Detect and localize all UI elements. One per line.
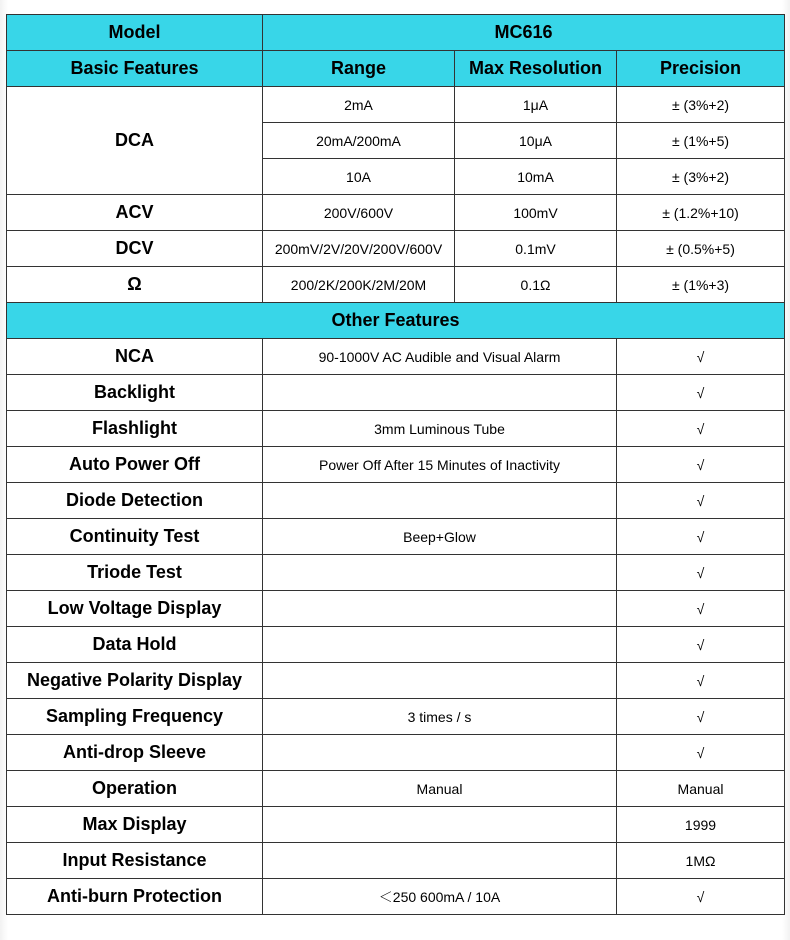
precision-cell: ± (1%+3) [617, 267, 785, 303]
feature-value: 1MΩ [617, 843, 785, 879]
resolution-cell: 100mV [455, 195, 617, 231]
feature-value: √ [617, 663, 785, 699]
table-row [7, 663, 785, 699]
feature-detail: Manual [263, 771, 617, 807]
feature-name: Operation [7, 771, 263, 807]
table-row [7, 771, 785, 807]
feature-name: Backlight [7, 375, 263, 411]
feature-detail: Beep+Glow [263, 519, 617, 555]
table-row [7, 699, 785, 735]
feature-value: √ [617, 483, 785, 519]
range-cell: 10A [263, 159, 455, 195]
feature-name: Anti-drop Sleeve [7, 735, 263, 771]
feature-detail: 3mm Luminous Tube [263, 411, 617, 447]
table-row [7, 555, 785, 591]
table-row [7, 87, 785, 123]
feature-name: Data Hold [7, 627, 263, 663]
column-header-precision: Precision [617, 51, 785, 87]
spec-table [6, 14, 785, 915]
range-cell: 2mA [263, 87, 455, 123]
other-features-body [7, 339, 785, 915]
feature-detail: ＜250 600mA / 10A [263, 879, 617, 915]
table-row [7, 447, 785, 483]
precision-cell: ± (1%+5) [617, 123, 785, 159]
dcv-label: DCV [7, 231, 263, 267]
feature-value: √ [617, 555, 785, 591]
feature-value: √ [617, 591, 785, 627]
table-row [7, 231, 785, 267]
basic-features-title: Basic Features [7, 51, 263, 87]
table-row [7, 807, 785, 843]
table-row [7, 735, 785, 771]
table-row [7, 591, 785, 627]
feature-name: Sampling Frequency [7, 699, 263, 735]
feature-name: Triode Test [7, 555, 263, 591]
table-row [7, 411, 785, 447]
table-row [7, 879, 785, 915]
feature-name: Flashlight [7, 411, 263, 447]
feature-detail: Power Off After 15 Minutes of Inactivity [263, 447, 617, 483]
table-row [7, 375, 785, 411]
column-header-max-resolution: Max Resolution [455, 51, 617, 87]
feature-detail [263, 627, 617, 663]
resolution-cell: 10mA [455, 159, 617, 195]
precision-cell: ± (3%+2) [617, 87, 785, 123]
range-cell: 200V/600V [263, 195, 455, 231]
table-row [7, 339, 785, 375]
feature-value: √ [617, 699, 785, 735]
feature-name: Low Voltage Display [7, 591, 263, 627]
feature-detail [263, 375, 617, 411]
feature-value: √ [617, 735, 785, 771]
model-label: Model [7, 15, 263, 51]
other-features-title: Other Features [7, 303, 785, 339]
feature-name: Negative Polarity Display [7, 663, 263, 699]
feature-detail [263, 663, 617, 699]
feature-value: √ [617, 411, 785, 447]
model-value: MC616 [263, 15, 785, 51]
feature-detail [263, 483, 617, 519]
basic-features-header-row [7, 51, 785, 87]
feature-detail [263, 591, 617, 627]
feature-detail [263, 555, 617, 591]
feature-name: Continuity Test [7, 519, 263, 555]
feature-detail [263, 735, 617, 771]
resolution-cell: 10μA [455, 123, 617, 159]
precision-cell: ± (0.5%+5) [617, 231, 785, 267]
feature-value: √ [617, 519, 785, 555]
feature-value: √ [617, 339, 785, 375]
feature-value: 1999 [617, 807, 785, 843]
ohm-label: Ω [7, 267, 263, 303]
feature-detail [263, 807, 617, 843]
range-cell: 200mV/2V/20V/200V/600V [263, 231, 455, 267]
resolution-cell: 0.1mV [455, 231, 617, 267]
feature-value: √ [617, 627, 785, 663]
feature-value: Manual [617, 771, 785, 807]
range-cell: 20mA/200mA [263, 123, 455, 159]
feature-detail [263, 843, 617, 879]
feature-name: NCA [7, 339, 263, 375]
precision-cell: ± (3%+2) [617, 159, 785, 195]
feature-name: Max Display [7, 807, 263, 843]
column-header-range: Range [263, 51, 455, 87]
feature-name: Input Resistance [7, 843, 263, 879]
feature-value: √ [617, 375, 785, 411]
feature-name: Anti-burn Protection [7, 879, 263, 915]
dca-label: DCA [7, 87, 263, 195]
table-row [7, 267, 785, 303]
feature-detail: 3 times / s [263, 699, 617, 735]
other-features-header-row [7, 303, 785, 339]
feature-name: Diode Detection [7, 483, 263, 519]
precision-cell: ± (1.2%+10) [617, 195, 785, 231]
feature-name: Auto Power Off [7, 447, 263, 483]
resolution-cell: 0.1Ω [455, 267, 617, 303]
feature-detail: 90-1000V AC Audible and Visual Alarm [263, 339, 617, 375]
acv-label: ACV [7, 195, 263, 231]
resolution-cell: 1μA [455, 87, 617, 123]
table-row [7, 627, 785, 663]
table-row [7, 519, 785, 555]
table-row [7, 483, 785, 519]
model-row [7, 15, 785, 51]
table-row [7, 195, 785, 231]
range-cell: 200/2K/200K/2M/20M [263, 267, 455, 303]
feature-value: √ [617, 879, 785, 915]
table-row [7, 843, 785, 879]
feature-value: √ [617, 447, 785, 483]
